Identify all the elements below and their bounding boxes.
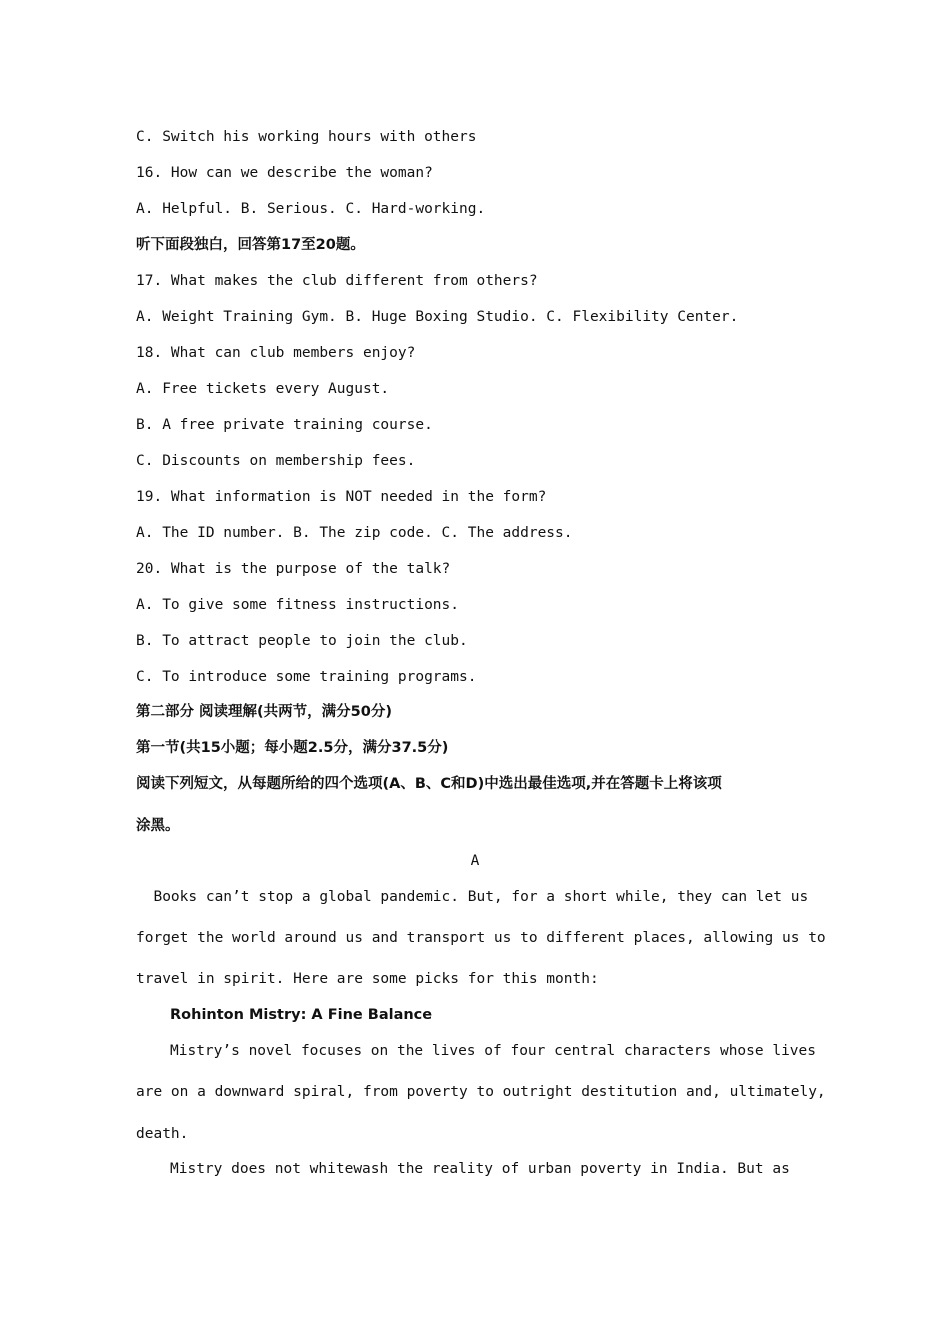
passage-label: A: [470, 853, 480, 869]
passage-paragraph-2-line2: are on a downward spiral, from poverty to outright destitution and, ultimately,: [136, 1084, 826, 1100]
question-17: 17. What makes the club different from others?: [136, 273, 538, 289]
question-20: 20. What is the purpose of the talk?: [136, 561, 451, 577]
passage-paragraph-2-line3: death.: [136, 1126, 189, 1142]
question-16: 16. How can we describe the woman?: [136, 165, 433, 181]
question-19: 19. What information is NOT needed in the form?: [136, 489, 547, 505]
question-18: 18. What can club members enjoy?: [136, 345, 416, 361]
option-b-q20: B. To attract people to join the club.: [136, 633, 468, 649]
options-q16: A. Helpful. B. Serious. C. Hard-working.: [136, 201, 486, 217]
passage-paragraph-1-line2: forget the world around us and transport us to different places, allowing us to: [136, 930, 826, 946]
part-two-heading: 第二部分 阅读理解(共两节，满分50分): [136, 704, 392, 720]
passage-paragraph-3-line1: Mistry does not whitewash the reality of urban poverty in India. But as: [170, 1161, 790, 1177]
option-b-q18: B. A free private training course.: [136, 417, 433, 433]
section-instruction-monologue: 听下面段独白，回答第17至20题。: [136, 237, 365, 253]
option-a-q20: A. To give some fitness instructions.: [136, 597, 460, 613]
section-one-heading: 第一节(共15小题；每小题2.5分，满分37.5分): [136, 740, 449, 756]
passage-paragraph-2-line1: Mistry’s novel focuses on the lives of four central characters whose lives: [170, 1043, 817, 1059]
options-q17: A. Weight Training Gym. B. Huge Boxing Studio. C. Flexibility Center.: [136, 309, 739, 325]
option-c-q18: C. Discounts on membership fees.: [136, 453, 416, 469]
book-title-heading: Rohinton Mistry: A Fine Balance: [170, 1007, 433, 1023]
option-c-q15: C. Switch his working hours with others: [136, 129, 477, 145]
reading-instruction-line2: 涂黑。: [136, 818, 180, 834]
reading-instruction-line1: 阅读下列短文，从每题所给的四个选项(A、B、C和D)中选出最佳选项,并在答题卡上将该项: [136, 776, 722, 792]
passage-paragraph-1-line3: travel in spirit. Here are some picks for this month:: [136, 971, 599, 987]
option-c-q20: C. To introduce some training programs.: [136, 669, 477, 685]
option-a-q18: A. Free tickets every August.: [136, 381, 390, 397]
passage-paragraph-1-line1: Books can’t stop a global pandemic. But, for a short while, they can let us: [136, 889, 809, 905]
options-q19: A. The ID number. B. The zip code. C. The address.: [136, 525, 573, 541]
